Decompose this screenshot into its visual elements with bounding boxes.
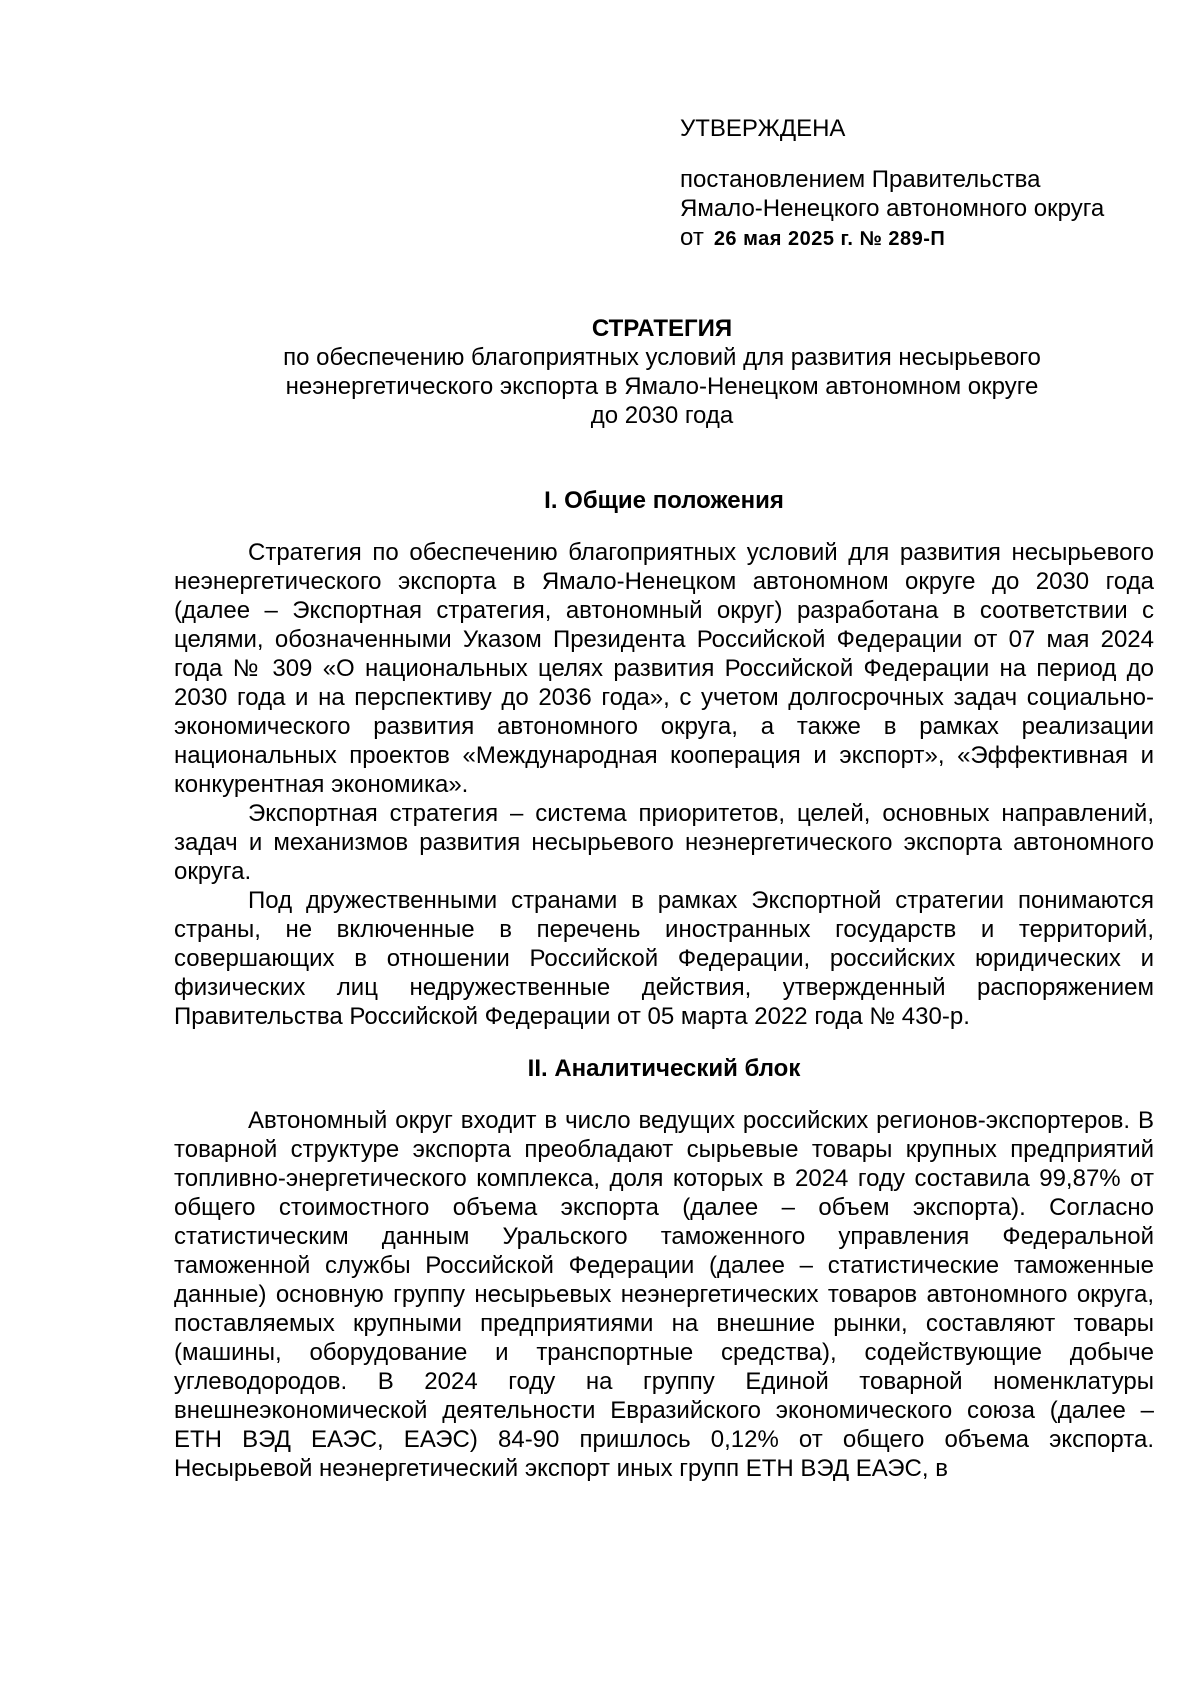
document-title: СТРАТЕГИЯ	[591, 315, 733, 342]
approval-line-1: постановлением Правительства	[680, 166, 1041, 193]
document-body	[174, 486, 1154, 1483]
section-heading-analytics: II. Аналитический блок	[527, 1055, 801, 1082]
title-block	[170, 314, 1154, 430]
paragraph: Экспортная стратегия – система приоритетов, целей, основных направлений, задач и механизмов развития несырьевого неэнергетического экспорта автономного округа.	[174, 800, 1154, 885]
paragraph: Автономный округ входит в число ведущих российских регионов-экспортеров. В товарной структуре экспорта преобладают сырьевые товары крупных предприятий топливно-энергетического комплекса, доля которых в 2024 году составила 99,87% от общего стоимостного объема экспорта (далее – объем экспорта). Согласно статистическим данным Уральского таможенного управления Федеральной таможенной службы Российской Федерации (далее – статистические таможенные данные) основную группу несырьевых неэнергетических товаров автономного округа, поставляемых крупными предприятиями на внешние рынки, составляют товары (машины, оборудование и транспортные средства), содействующие добыче углеводородов. В 2024 году на группу Единой товарной номенклатуры внешнеэкономической деятельности Евразийского экономического союза (далее – ЕТН ВЭД ЕАЭС, ЕАЭС) 84-90 пришлось 0,12% от общего объема экспорта. Несырьевой неэнергетический экспорт иных групп ЕТН ВЭД ЕАЭС, в	[174, 1107, 1154, 1482]
approval-date-prefix: от	[680, 224, 704, 251]
document-subtitle-line-3: до 2030 года	[590, 402, 734, 429]
paragraph: Стратегия по обеспечению благоприятных условий для развития несырьевого неэнергетического экспорта в Ямало-Ненецком автономном округе до 2030 года (далее – Экспортная стратегия, автономный округ) разработана в соответствии с целями, обозначенными Указом Президента Российской Федерации от 07 мая 2024 года № 309 «О национальных целях развития Российской Федерации на период до 2030 года и на перспективу до 2036 года», с учетом долгосрочных задач социально-экономического развития автономного округа, а также в рамках реализации национальных проектов «Международная кооперация и экспорт», «Эффективная и конкурентная экономика».	[174, 539, 1154, 798]
section-heading-general: I. Общие положения	[544, 487, 784, 514]
approval-block	[680, 114, 1160, 254]
document-subtitle-line-1: по обеспечению благоприятных условий для развития несырьевого	[283, 344, 1041, 371]
document-subtitle-line-2: неэнергетического экспорта в Ямало-Ненецком автономном округе	[285, 373, 1039, 400]
paragraph: Под дружественными странами в рамках Экспортной стратегии понимаются страны, не включенные в перечень иностранных государств и территорий, совершающих в отношении Российской Федерации, российских юридических и физических лиц недружественные действия, утвержденный распоряжением Правительства Российской Федерации от 05 марта 2022 года № 430-р.	[174, 887, 1154, 1030]
approval-date-line	[680, 223, 1160, 254]
approval-line-2: Ямало-Ненецкого автономного округа	[680, 195, 1105, 222]
approval-stamp: УТВЕРЖДЕНА	[680, 115, 846, 142]
approval-date-value: 26 мая 2025 г. № 289-П	[713, 228, 946, 250]
